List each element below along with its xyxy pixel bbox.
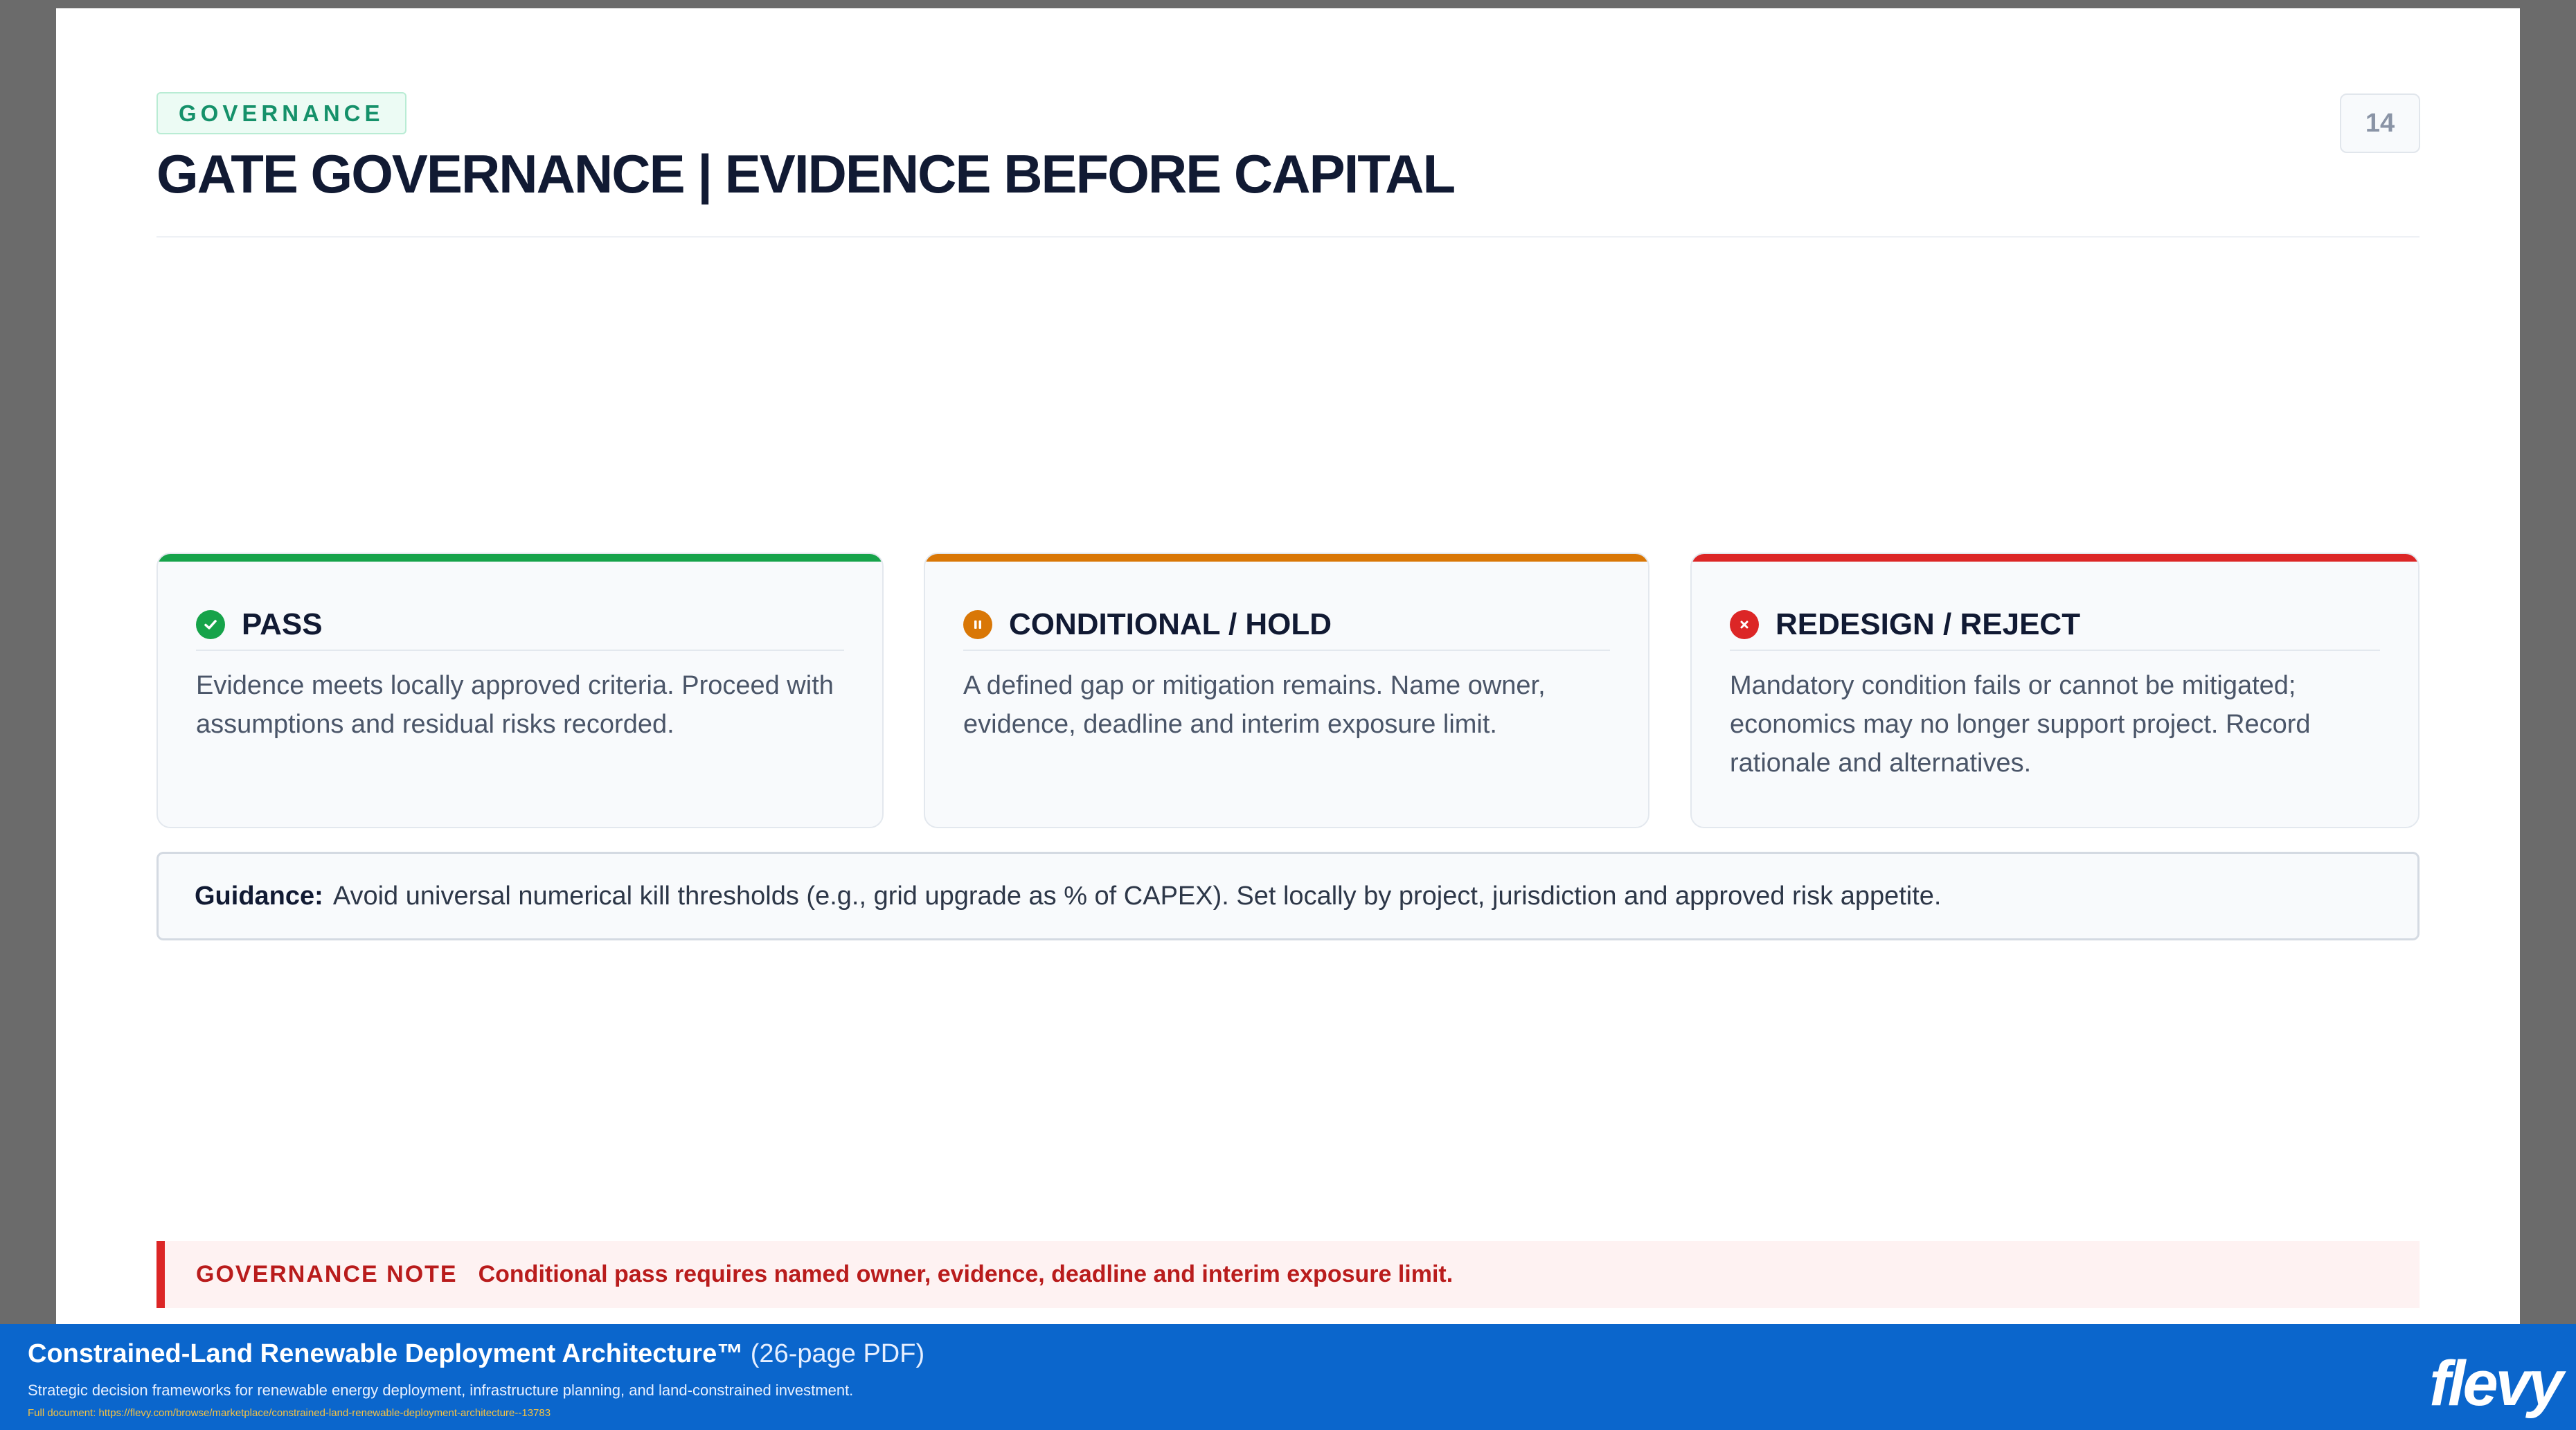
document-title-main: Constrained-Land Renewable Deployment Architecture™ [28, 1339, 744, 1368]
card-pass [156, 553, 884, 828]
page-number: 14 [2340, 93, 2420, 153]
document-link[interactable]: Full document: https://flevy.com/browse/marketplace/constrained-land-renewable-deployment-architecture--13783 [28, 1407, 551, 1419]
slide [56, 8, 2520, 1324]
card-title: PASS [242, 607, 323, 641]
card-accent-bar [925, 554, 1648, 562]
x-circle-icon [1730, 610, 1759, 639]
flevy-logo[interactable]: flevy [2429, 1348, 2561, 1419]
card-header [963, 600, 1610, 651]
check-circle-icon [196, 610, 225, 639]
card-body: Mandatory condition fails or cannot be mitigated; economics may no longer support project. Record rationale and alternatives. [1730, 671, 2311, 778]
card-header [196, 600, 844, 651]
governance-note [156, 1241, 2420, 1308]
card-title: CONDITIONAL / HOLD [1009, 607, 1332, 641]
footer-banner [0, 1324, 2576, 1430]
section-tag: GOVERNANCE [156, 92, 406, 134]
guidance-label: Guidance: [195, 881, 323, 911]
card-accent-bar [1692, 554, 2418, 562]
note-text: Conditional pass requires named owner, evidence, deadline and interim exposure limit. [478, 1261, 1454, 1287]
document-title[interactable] [28, 1339, 924, 1369]
card-body: Evidence meets locally approved criteria. Proceed with assumptions and residual risks recorded. [196, 671, 834, 739]
pause-circle-icon [963, 610, 992, 639]
document-page-count: (26-page PDF) [750, 1339, 925, 1368]
card-header [1730, 600, 2380, 651]
guidance-box [156, 852, 2420, 940]
card-accent-bar [158, 554, 882, 562]
card-body: A defined gap or mitigation remains. Name owner, evidence, deadline and interim exposure limit. [963, 671, 1546, 739]
card-title: REDESIGN / REJECT [1776, 607, 2081, 641]
header-divider [156, 236, 2420, 238]
card-reject [1690, 553, 2420, 828]
document-subtitle: Strategic decision frameworks for renewable energy deployment, infrastructure planning, and land-constrained investment. [28, 1382, 854, 1399]
card-conditional [924, 553, 1649, 828]
guidance-text: Avoid universal numerical kill thresholds (e.g., grid upgrade as % of CAPEX). Set locally by project, jurisdiction and approved risk appetite. [332, 881, 1942, 911]
page-title: GATE GOVERNANCE | EVIDENCE BEFORE CAPITAL [156, 143, 1455, 204]
note-label: GOVERNANCE NOTE [196, 1261, 458, 1287]
